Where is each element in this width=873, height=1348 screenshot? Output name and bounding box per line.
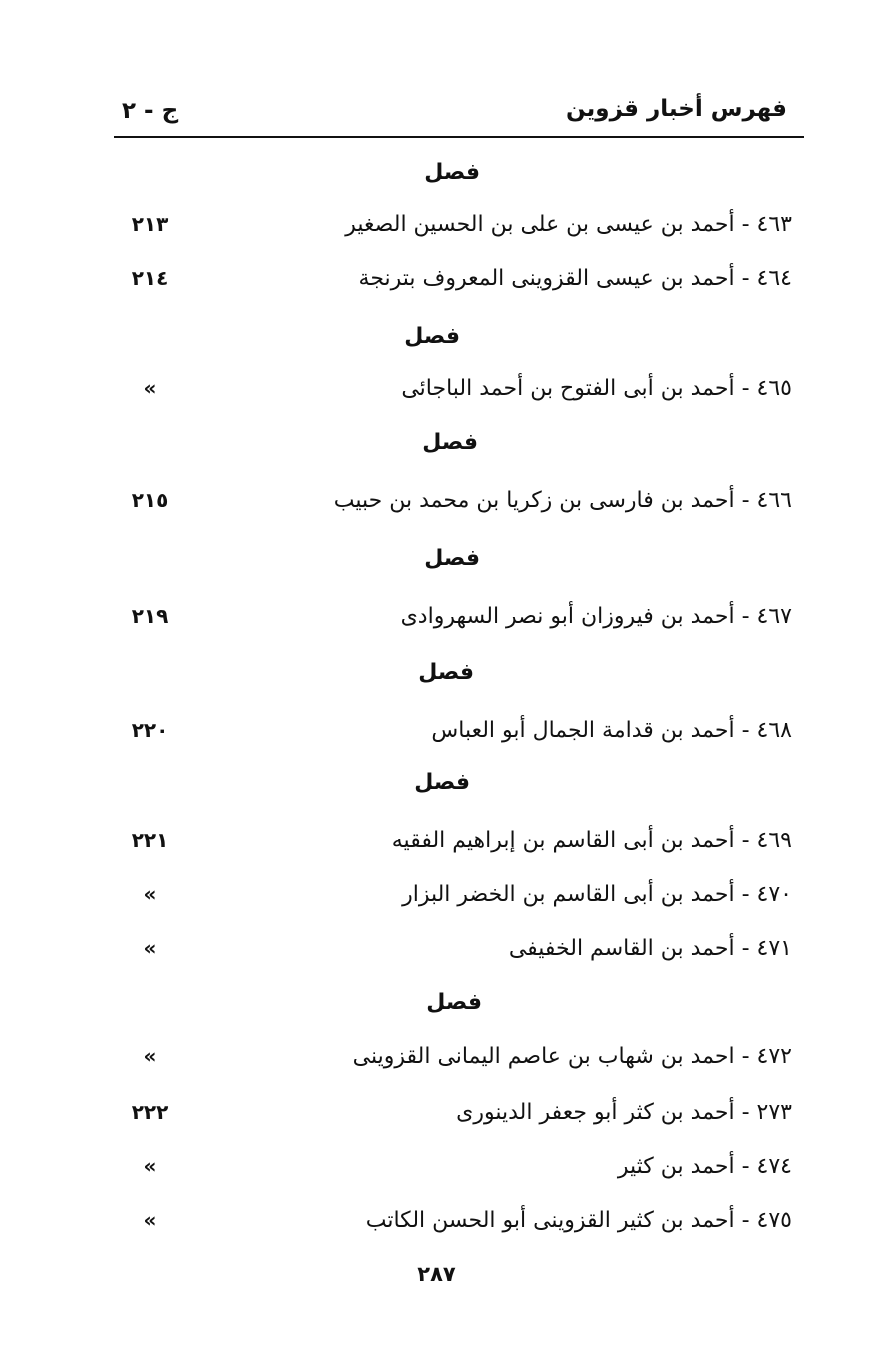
entry-title: ٤٦٦ - أحمد بن فارسى بن زكريا بن محمد بن حبيب (333, 488, 792, 513)
header-rule (114, 136, 804, 138)
index-entry (110, 1040, 792, 1082)
index-entry (110, 878, 792, 920)
section-heading: فصل (424, 546, 480, 571)
entry-title: ٤٧١ - أحمد بن القاسم الخفيفى (508, 936, 792, 961)
entry-title: ٤٧٥ - أحمد بن كثير القزوينى أبو الحسن الكاتب (365, 1208, 792, 1233)
running-header-volume: ج - ٢ (122, 98, 179, 124)
entry-page-number: » (143, 1208, 157, 1232)
entry-title: ٤٦٣ - أحمد بن عيسى بن على بن الحسين الصغير (345, 212, 792, 237)
section-row (110, 656, 792, 698)
entry-page-number: ٢١٣ (131, 212, 169, 236)
section-heading: فصل (404, 324, 460, 349)
entry-page-number: » (143, 882, 157, 906)
entry-title: ٤٦٩ - أحمد بن أبى القاسم بن إبراهيم الفقيه (391, 828, 792, 853)
section-row (110, 426, 792, 468)
entry-title: ٤٦٧ - أحمد بن فيروزان أبو نصر السهروادى (400, 604, 792, 629)
section-row (110, 156, 792, 198)
index-entry (110, 208, 792, 250)
entry-page-number: ٢٢٠ (131, 718, 169, 742)
entry-title: ٤٦٥ - أحمد بن أبى الفتوح بن أحمد الباجائى (401, 376, 792, 401)
section-heading: فصل (426, 990, 482, 1015)
index-entry (110, 484, 792, 526)
folio-page-number: ٢٨٧ (417, 1262, 456, 1286)
index-entry (110, 262, 792, 304)
index-entry (110, 1150, 792, 1192)
entry-page-number: » (143, 1154, 157, 1178)
entry-page-number: ٢١٩ (131, 604, 169, 628)
entry-page-number: ٢١٥ (131, 488, 169, 512)
entry-title: ٤٦٨ - أحمد بن قدامة الجمال أبو العباس (431, 718, 792, 743)
index-entry (110, 932, 792, 974)
index-entry (110, 600, 792, 642)
entry-title: ٤٧٤ - أحمد بن كثير (617, 1154, 792, 1179)
index-entry (110, 1096, 792, 1138)
section-row (110, 766, 792, 808)
section-heading: فصل (414, 770, 470, 795)
entry-page-number: ٢١٤ (131, 266, 169, 290)
running-header-title: فهرس أخبار قزوين (565, 96, 787, 122)
entry-page-number: ٢٢٢ (131, 1100, 169, 1124)
section-heading: فصل (424, 160, 480, 185)
entry-title: ٤٧٠ - أحمد بن أبى القاسم بن الخضر البزار (402, 882, 792, 907)
section-heading: فصل (422, 430, 478, 455)
entry-title: ٤٧٢ - احمد بن شهاب بن عاصم اليمانى القزوينى (352, 1044, 792, 1069)
entry-title: ٤٦٤ - أحمد بن عيسى القزوينى المعروف بترنجة (358, 266, 792, 291)
index-entry (110, 1204, 792, 1246)
entry-page-number: » (143, 1044, 157, 1068)
section-row (110, 986, 792, 1028)
entry-page-number: ٢٢١ (131, 828, 169, 852)
index-entry (110, 714, 792, 756)
section-heading: فصل (418, 660, 474, 685)
section-row (110, 320, 792, 362)
index-entry (110, 824, 792, 866)
index-entry (110, 372, 792, 414)
entry-title: ٢٧٣ - أحمد بن كثر أبو جعفر الدينورى (456, 1100, 792, 1125)
section-row (110, 542, 792, 584)
entry-page-number: » (143, 376, 157, 400)
entry-page-number: » (143, 936, 157, 960)
